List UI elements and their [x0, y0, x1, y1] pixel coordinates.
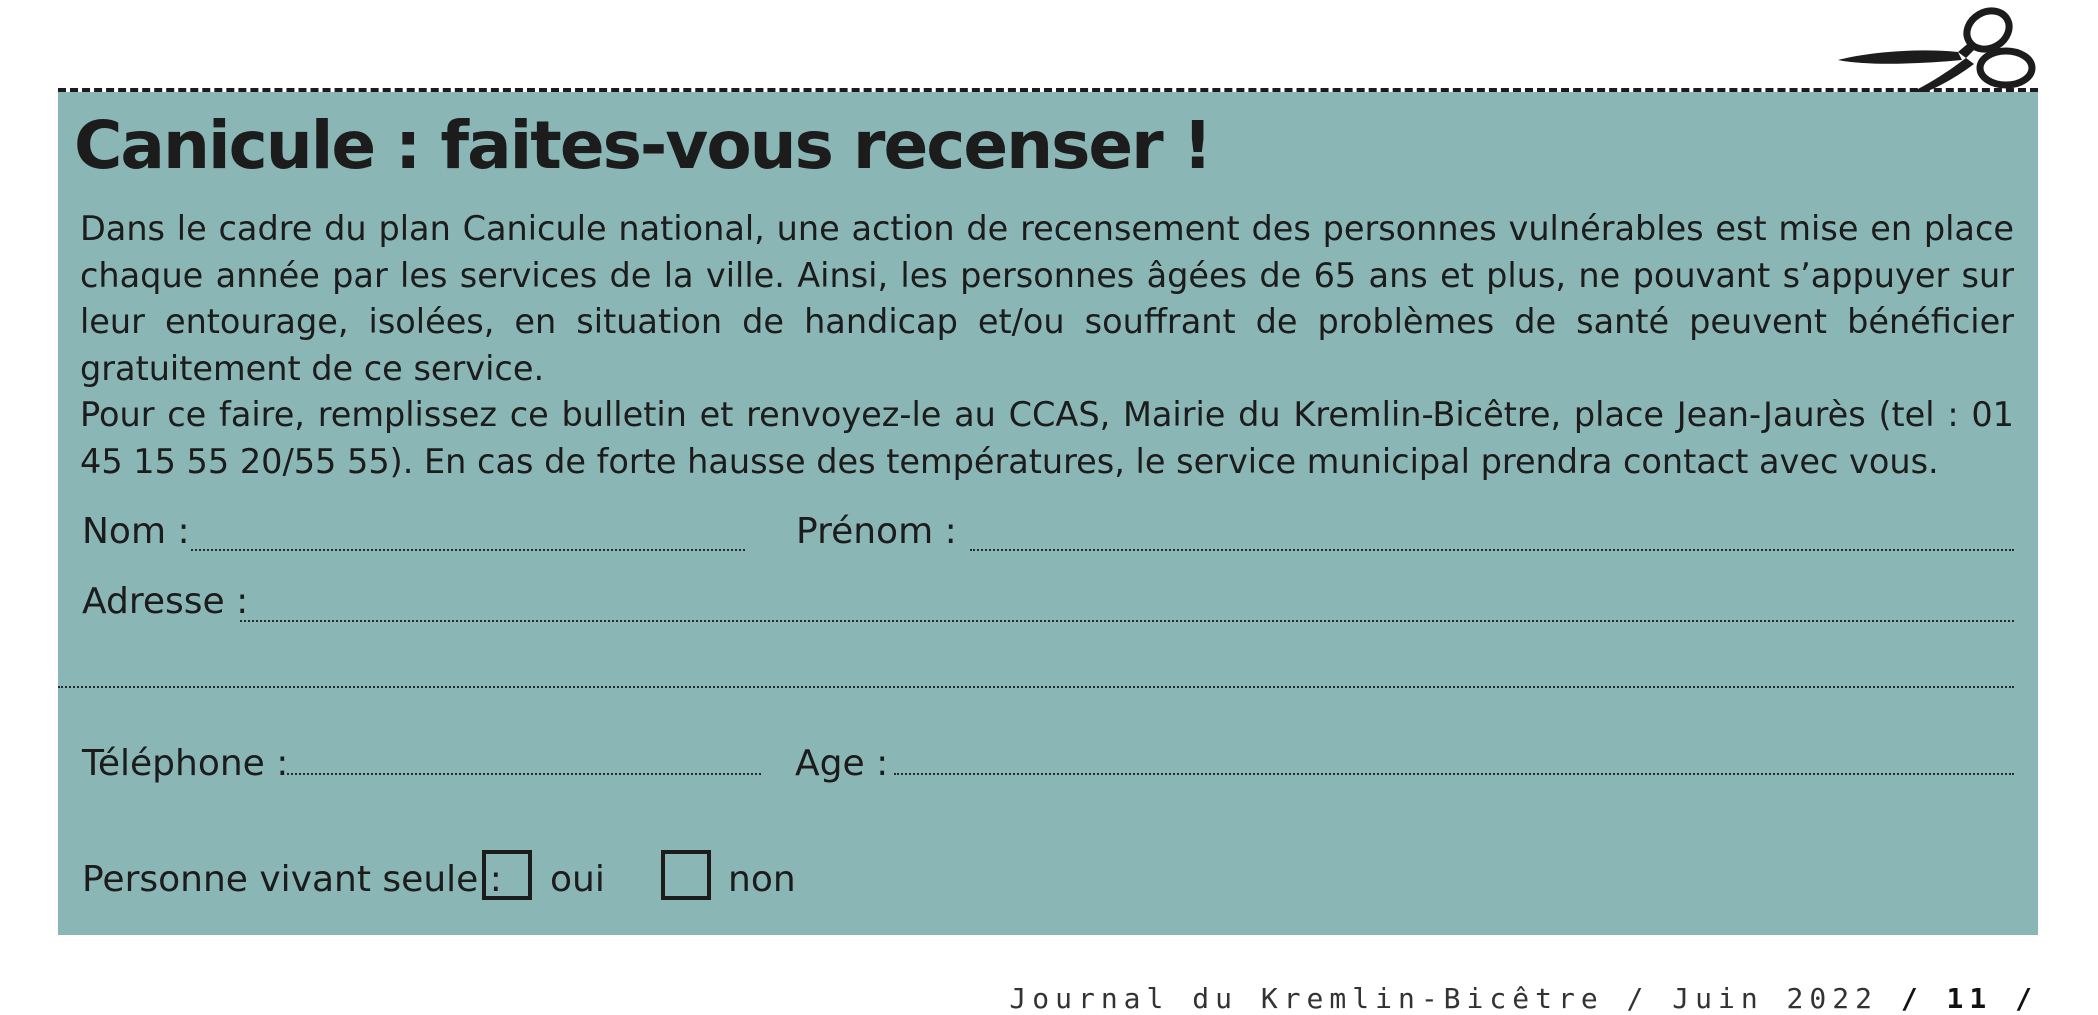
oui-label: oui: [550, 859, 605, 900]
adresse-field[interactable]: [240, 620, 2014, 622]
oui-checkbox[interactable]: [482, 850, 532, 900]
footer-journal: Journal du Kremlin-Bicêtre / Juin 2022: [1009, 982, 1901, 1015]
nom-field[interactable]: [191, 549, 745, 551]
scissors-icon: [1838, 2, 2038, 94]
adresse-field-line-2[interactable]: [58, 686, 2014, 688]
page-footer: [1009, 982, 2038, 1015]
prenom-label: Prénom :: [796, 511, 957, 552]
prenom-field[interactable]: [970, 549, 2014, 551]
coupon-form: [58, 92, 2038, 935]
adresse-label: Adresse :: [82, 581, 249, 622]
age-label: Age :: [795, 743, 889, 784]
page-number: / 11 /: [1900, 982, 2038, 1015]
age-field[interactable]: [894, 773, 2014, 775]
intro-paragraph: Dans le cadre du plan Canicule national, une action de recensement des personnes vulnérables est mise en place chaque année par les services de la ville. Ainsi, les personnes âgées de 65 ans et plus, ne pouvant s’appuyer sur leur entourage, isolées, en situation de handicap et/ou souffrant de problèmes de santé peuvent bénéficier gratuitement de ce service.: [80, 209, 2014, 388]
intro-text: [80, 206, 2014, 485]
page-title: Canicule : faites-vous recenser !: [74, 107, 1211, 184]
telephone-field[interactable]: [287, 773, 761, 775]
telephone-label: Téléphone :: [82, 743, 289, 784]
non-checkbox[interactable]: [661, 850, 711, 900]
seule-label: Personne vivant seule :: [82, 859, 502, 900]
instructions-paragraph: Pour ce faire, remplissez ce bulletin et renvoyez-le au CCAS, Mairie du Kremlin-Bicêtre, place Jean-Jaurès (tel : 01 45 15 55 20/55 55). En cas de forte hausse des températures, le service municipal prendra contact avec vous.: [80, 395, 2014, 481]
nom-label: Nom :: [82, 511, 190, 552]
non-label: non: [728, 859, 796, 900]
